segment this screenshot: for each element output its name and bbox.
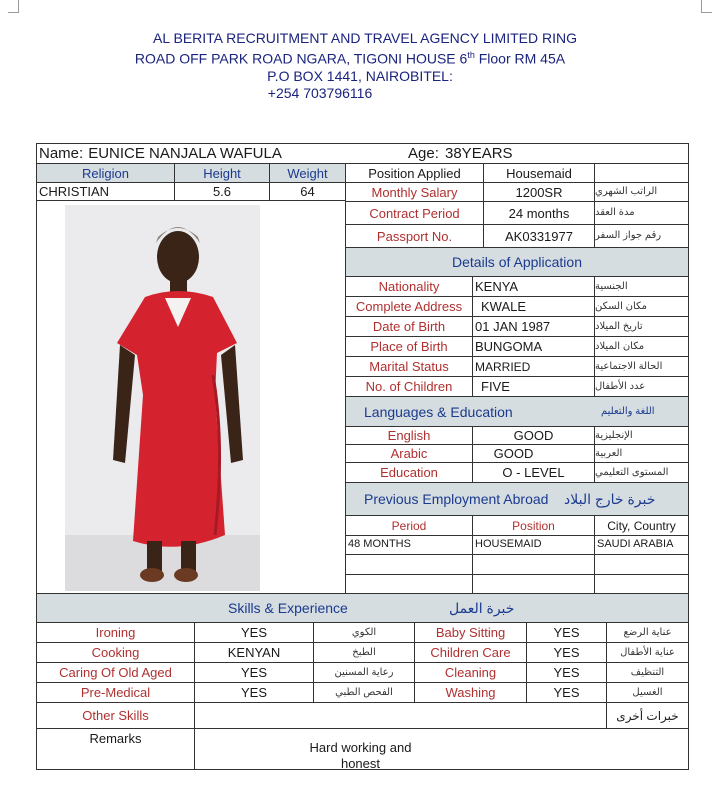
marital-status-value: MARRIED (472, 356, 595, 377)
skill-value: YES (194, 662, 314, 683)
skill-value: YES (526, 622, 607, 643)
skills-section-arabic: خبرة العمل (449, 600, 515, 616)
agency-address-floor: Floor RM 45A (474, 50, 566, 67)
skill-value: YES (526, 682, 607, 703)
height-value: 5.6 (174, 182, 270, 201)
other-skills-label: Other Skills (36, 702, 195, 729)
agency-header (0, 30, 720, 102)
remarks-text (293, 740, 428, 770)
remarks-value (194, 728, 689, 770)
passport-value: AK0331977 (483, 224, 595, 248)
employment-period-value: 48 MONTHS (345, 535, 473, 555)
birthplace-label: Place of Birth (345, 336, 473, 357)
agency-name: AL BERITA RECRUITMENT AND TRAVEL AGENCY LIMITED RING (153, 30, 577, 46)
skill-arabic: التنظيف (606, 662, 689, 683)
agency-po-box: P.O BOX 1441, NAIROBITEL: (267, 67, 453, 84)
employment-empty-cell (594, 574, 689, 594)
english-label: English (345, 426, 473, 445)
age-label: Age: (408, 145, 439, 162)
monthly-salary-label: Monthly Salary (345, 182, 484, 202)
position-applied-extra (594, 163, 689, 183)
name-label: Name: (39, 145, 84, 162)
employment-empty-cell (472, 574, 595, 594)
passport-arabic: رقم جواز السفر (594, 224, 689, 248)
monthly-salary-value: 1200SR (483, 182, 595, 202)
arabic-value: GOOD (472, 444, 595, 463)
education-arabic: المستوى التعليمي (594, 462, 689, 483)
education-value: O - LEVEL (472, 462, 595, 483)
skill-arabic: رعاية المسنين (313, 662, 415, 683)
position-applied-value: Housemaid (483, 163, 595, 183)
skill-arabic: الكوي (313, 622, 415, 643)
candidate-photo-image (65, 205, 260, 591)
languages-section-header (345, 396, 689, 427)
contract-period-value: 24 months (483, 201, 595, 225)
employment-section-title: Previous Employment Abroad (364, 491, 549, 507)
children-label: No. of Children (345, 376, 473, 397)
children-arabic: عدد الأطفال (594, 376, 689, 397)
languages-section-title: Languages & Education (364, 403, 513, 420)
employment-empty-cell (472, 554, 595, 575)
agency-phone: +254 703796116 (267, 84, 373, 101)
skill-label: Cleaning (414, 662, 527, 683)
height-header: Height (174, 163, 270, 183)
skill-arabic: عناية الأطفال (606, 642, 689, 663)
dob-label: Date of Birth (345, 316, 473, 337)
address-label: Complete Address (345, 296, 473, 317)
page-corner-mark-left (8, 0, 19, 13)
arabic-arabic: العربية (594, 444, 689, 463)
position-applied-label: Position Applied (345, 163, 484, 183)
floor-ordinal: th (467, 50, 475, 60)
monthly-salary-arabic: الراتب الشهري (594, 182, 689, 202)
marital-status-label: Marital Status (345, 356, 473, 377)
religion-header: Religion (36, 163, 175, 183)
page-corner-mark-right (701, 0, 712, 13)
employment-empty-cell (594, 554, 689, 575)
skill-value: YES (526, 662, 607, 683)
candidate-name: EUNICE NANJALA WAFULA (88, 145, 282, 162)
employment-section-header (345, 482, 689, 516)
birthplace-arabic: مكان الميلاد (594, 336, 689, 357)
remarks-line: Hard working and (309, 740, 412, 755)
birthplace-value: BUNGOMA (472, 336, 595, 357)
address-value: KWALE (472, 296, 595, 317)
skill-label: Ironing (36, 622, 195, 643)
children-value: FIVE (472, 376, 595, 397)
skills-section-title: Skills & Experience (228, 600, 348, 616)
skill-label: Pre-Medical (36, 682, 195, 703)
skill-arabic: الغسيل (606, 682, 689, 703)
passport-label: Passport No. (345, 224, 484, 248)
skill-arabic: الفحص الطبي (313, 682, 415, 703)
skill-label: Washing (414, 682, 527, 703)
other-skills-value (194, 702, 607, 729)
agency-address-text: ROAD OFF PARK ROAD NGARA, TIGONI HOUSE 6 (134, 50, 468, 67)
skill-value: YES (194, 682, 314, 703)
candidate-age: 38YEARS (445, 145, 513, 162)
nationality-value: KENYA (472, 276, 595, 297)
employment-place-value: SAUDI ARABIA (594, 535, 689, 555)
skill-value: YES (194, 622, 314, 643)
remarks-line: honest (340, 756, 381, 770)
skill-label: Baby Sitting (414, 622, 527, 643)
skill-value: KENYAN (194, 642, 314, 663)
dob-arabic: تاريخ الميلاد (594, 316, 689, 337)
employment-section-arabic: خبرة خارج البلاد (564, 491, 656, 507)
contract-period-arabic: مدة العقد (594, 201, 689, 225)
skills-section-header (36, 593, 689, 623)
name-age-row (36, 143, 689, 164)
remarks-label: Remarks (36, 728, 195, 770)
application-form (36, 143, 689, 770)
english-value: GOOD (472, 426, 595, 445)
skill-arabic: الطبخ (313, 642, 415, 663)
other-skills-arabic: خبرات أخرى (606, 702, 689, 729)
skill-value: YES (526, 642, 607, 663)
religion-value: CHRISTIAN (36, 182, 175, 201)
employment-empty-cell (345, 574, 473, 594)
skill-label: Children Care (414, 642, 527, 663)
languages-section-arabic: اللغة والتعليم (601, 405, 655, 417)
marital-status-arabic: الحالة الاجتماعية (594, 356, 689, 377)
agency-address (0, 47, 720, 68)
weight-header: Weight (269, 163, 346, 183)
position-header: Position (472, 515, 595, 536)
arabic-label: Arabic (345, 444, 473, 463)
dob-value: 01 JAN 1987 (472, 316, 595, 337)
english-arabic: الإنجليزية (594, 426, 689, 445)
nationality-arabic: الجنسية (594, 276, 689, 297)
period-header: Period (345, 515, 473, 536)
employment-empty-cell (345, 554, 473, 575)
address-arabic: مكان السكن (594, 296, 689, 317)
education-label: Education (345, 462, 473, 483)
city-country-header: City, Country (594, 515, 689, 536)
skill-label: Cooking (36, 642, 195, 663)
details-section-title: Details of Application (345, 247, 689, 277)
skill-arabic: عناية الرضع (606, 622, 689, 643)
skill-label: Caring Of Old Aged (36, 662, 195, 683)
nationality-label: Nationality (345, 276, 473, 297)
weight-value: 64 (269, 182, 346, 201)
candidate-photo (65, 205, 260, 591)
employment-position-value: HOUSEMAID (472, 535, 595, 555)
contract-period-label: Contract Period (345, 201, 484, 225)
